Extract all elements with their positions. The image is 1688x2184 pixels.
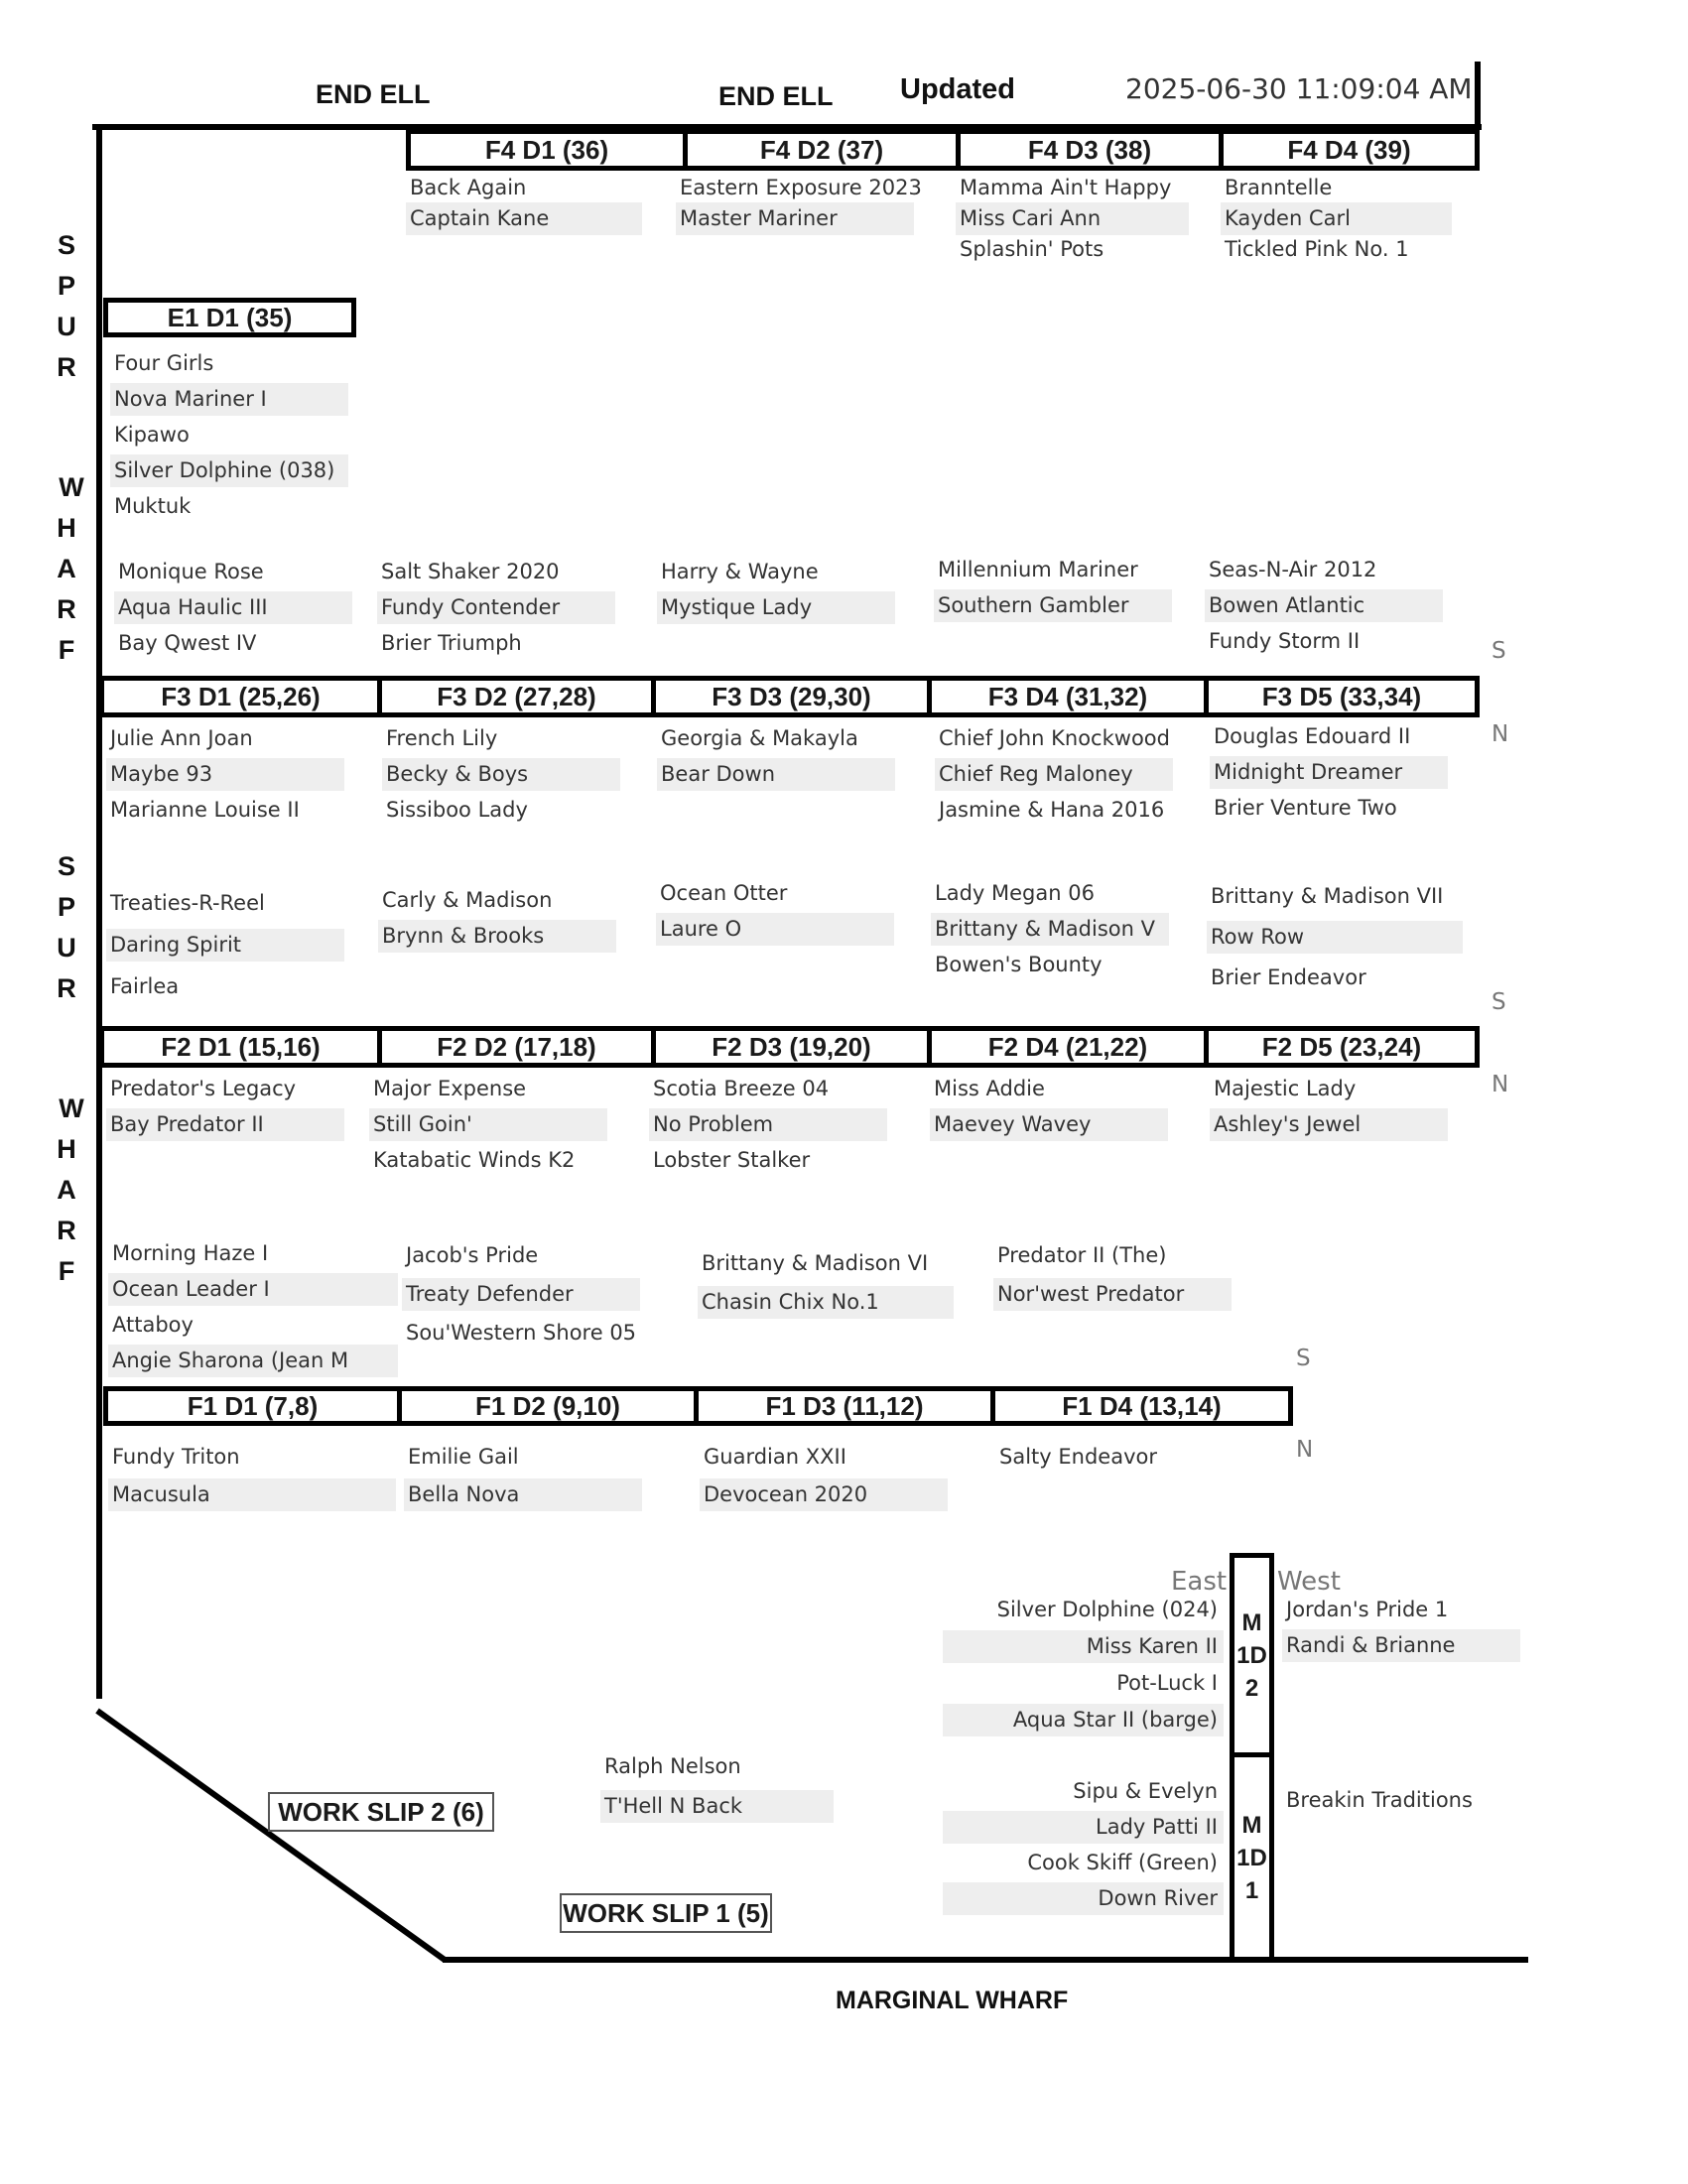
- marginal-wharf-label: MARGINAL WHARF: [836, 1987, 1069, 2014]
- boat-name: Ashley's Jewel: [1210, 1108, 1448, 1141]
- boat-name: Nor'west Predator: [993, 1278, 1232, 1311]
- compass-north-f1: N: [1296, 1437, 1314, 1463]
- boat-name: Laure O: [656, 913, 894, 946]
- boat-name: Lobster Stalker: [653, 1148, 811, 1172]
- boat-name: Silver Dolphine (038): [110, 454, 348, 487]
- boat-name: Four Girls: [114, 351, 214, 375]
- compass-north-f2: N: [1492, 1072, 1509, 1097]
- wharf-letter: H: [57, 1134, 76, 1164]
- wharf-letter: H: [57, 513, 76, 543]
- wharf-letter: R: [57, 1216, 76, 1245]
- end-ell-right-label: END ELL: [718, 81, 834, 111]
- boat-name: Aqua Haulic III: [114, 591, 352, 624]
- compass-south-f2: S: [1492, 989, 1506, 1015]
- dock-header-f4-d4: F4 D4 (39): [1287, 134, 1411, 165]
- wharf-letter: A: [57, 1175, 76, 1205]
- boat-name: Branntelle: [1225, 176, 1333, 199]
- boat-name: Daring Spirit: [106, 929, 344, 962]
- dock-header-f3-d3: F3 D3 (29,30): [656, 681, 932, 712]
- boat-name: Kipawo: [114, 423, 190, 447]
- dock-header-f3-d5: F3 D5 (33,34): [1261, 681, 1422, 711]
- boat-name: French Lily: [386, 726, 498, 750]
- spur-letter: P: [57, 892, 75, 922]
- boat-name: Scotia Breeze 04: [653, 1077, 830, 1100]
- dock-header-f4-d1: F4 D1 (36): [411, 134, 688, 166]
- dock-header-e1-d1: E1 D1 (35): [167, 302, 293, 332]
- spur-letter: U: [57, 312, 76, 341]
- marginal-wharf-line: [443, 1957, 1528, 1963]
- boat-name: Lady Megan 06: [935, 881, 1095, 905]
- boat-name: Southern Gambler: [934, 589, 1172, 622]
- dock-header-f3-d4: F3 D4 (31,32): [932, 681, 1209, 712]
- boat-name: Fundy Triton: [112, 1445, 240, 1469]
- compass-north-f3: N: [1492, 721, 1509, 747]
- dock-f4: [406, 129, 1480, 171]
- boat-name: Pot-Luck I: [1116, 1671, 1218, 1695]
- boat-name: Sipu & Evelyn: [1073, 1779, 1218, 1803]
- boat-name: Devocean 2020: [700, 1478, 948, 1511]
- boat-name: Miss Cari Ann: [956, 202, 1189, 235]
- west-label: West: [1277, 1567, 1341, 1597]
- boat-name: Emilie Gail: [408, 1445, 519, 1469]
- dock-e1: [103, 298, 356, 337]
- boat-name: Majestic Lady: [1214, 1077, 1357, 1100]
- boat-name: Jasmine & Hana 2016: [939, 798, 1165, 822]
- dock-header-f1-d2: F1 D2 (9,10): [402, 1391, 699, 1421]
- boat-name: Seas-N-Air 2012: [1209, 558, 1377, 581]
- boat-name: Master Mariner: [676, 202, 914, 235]
- boat-name: Down River: [943, 1882, 1224, 1915]
- boat-name: Angie Sharona (Jean M: [108, 1345, 398, 1377]
- compass-south-f1: S: [1296, 1346, 1311, 1371]
- wharf-letter: F: [58, 1256, 75, 1286]
- boat-name: T'Hell N Back: [600, 1790, 834, 1823]
- boat-name: Predator II (The): [997, 1243, 1167, 1267]
- dock-header-f4-d3: F4 D3 (38): [961, 134, 1224, 166]
- boat-name: Becky & Boys: [382, 758, 620, 791]
- boat-name: Douglas Edouard II: [1214, 724, 1411, 748]
- dock-m1-d1-label-line: 1D: [1236, 1844, 1267, 1871]
- boat-name: Bay Predator II: [106, 1108, 344, 1141]
- boat-name: Marianne Louise II: [110, 798, 300, 822]
- dock-header-f2-d3: F2 D3 (19,20): [656, 1031, 932, 1063]
- boat-name: Julie Ann Joan: [110, 726, 253, 750]
- boat-name: Eastern Exposure 2023: [680, 176, 922, 199]
- boat-name: Bear Down: [657, 758, 895, 791]
- dock-header-f2-d1: F2 D1 (15,16): [104, 1031, 382, 1063]
- dock-header-f1-d4: F1 D4 (13,14): [1062, 1390, 1222, 1421]
- top-right-post: [1475, 62, 1481, 129]
- wharf-letter: A: [57, 554, 76, 583]
- spur-letter: R: [57, 352, 76, 382]
- boat-name: Midnight Dreamer: [1210, 756, 1448, 789]
- spur-letter: S: [57, 851, 75, 881]
- boat-name: Bella Nova: [404, 1478, 642, 1511]
- spur-letter: U: [57, 933, 76, 963]
- boat-name: Fundy Storm II: [1209, 629, 1361, 653]
- boat-name: Brier Triumph: [381, 631, 522, 655]
- boat-name: Chief John Knockwood: [939, 726, 1170, 750]
- wharf-letter: F: [58, 635, 75, 665]
- boat-name: Carly & Madison: [382, 888, 553, 912]
- boat-name: Brier Endeavor: [1211, 965, 1366, 989]
- boat-name: Bowen Atlantic: [1205, 589, 1443, 622]
- dock-header-f2-d2: F2 D2 (17,18): [382, 1031, 656, 1063]
- dock-header-f2-d4: F2 D4 (21,22): [932, 1031, 1209, 1063]
- boat-name: Sou'Western Shore 05: [406, 1321, 637, 1345]
- spur-letter: R: [57, 973, 76, 1003]
- boat-name: Maevey Wavey: [930, 1108, 1168, 1141]
- boat-name: Macusula: [108, 1478, 396, 1511]
- boat-name: Bowen's Bounty: [935, 953, 1103, 976]
- boat-name: Salty Endeavor: [999, 1445, 1157, 1469]
- dock-header-f1-d1: F1 D1 (7,8): [108, 1391, 402, 1421]
- compass-south-f3: S: [1492, 638, 1506, 664]
- boat-name: Captain Kane: [406, 202, 642, 235]
- dock-header-f4-d2: F4 D2 (37): [688, 134, 961, 166]
- boat-name: Aqua Star II (barge): [943, 1704, 1224, 1736]
- boat-name: Cook Skiff (Green): [1027, 1851, 1218, 1874]
- boat-name: Fundy Contender: [377, 591, 615, 624]
- boat-name: Muktuk: [114, 494, 192, 518]
- dock-header-f3-d1: F3 D1 (25,26): [104, 681, 382, 712]
- dock-m1-d1: [1230, 1752, 1274, 1963]
- boat-name: Attaboy: [112, 1313, 194, 1337]
- updated-label: Updated: [900, 73, 1015, 105]
- boat-name: Mystique Lady: [657, 591, 895, 624]
- dock-f2: [99, 1026, 1480, 1068]
- boat-name: Tickled Pink No. 1: [1225, 237, 1409, 261]
- boat-name: Treaty Defender: [402, 1278, 640, 1311]
- boat-name: Jacob's Pride: [406, 1243, 539, 1267]
- dock-header-f1-d3: F1 D3 (11,12): [699, 1391, 995, 1421]
- end-ell-left-label: END ELL: [316, 79, 431, 109]
- east-label: East: [1171, 1567, 1228, 1597]
- boat-name: Brittany & Madison VII: [1211, 884, 1444, 908]
- wharf-letter: R: [57, 594, 76, 624]
- boat-name: Guardian XXII: [704, 1445, 846, 1469]
- boat-name: Salt Shaker 2020: [381, 560, 560, 583]
- dock-f3: [99, 676, 1480, 717]
- boat-name: Bay Qwest IV: [118, 631, 257, 655]
- boat-name: Ralph Nelson: [604, 1754, 741, 1778]
- boat-name: Chasin Chix No.1: [698, 1286, 954, 1319]
- boat-name: Miss Addie: [934, 1077, 1045, 1100]
- dock-header-f3-d2: F3 D2 (27,28): [382, 681, 656, 712]
- spur-letter: P: [57, 271, 75, 301]
- boat-name: Still Goin': [369, 1108, 607, 1141]
- dock-m1-d2-label-line: 2: [1244, 1674, 1259, 1702]
- work-slip-1: WORK SLIP 1 (5): [560, 1893, 772, 1933]
- dock-m1-d2-label-line: M: [1241, 1608, 1262, 1636]
- boat-name: Major Expense: [373, 1077, 527, 1100]
- boat-name: No Problem: [649, 1108, 887, 1141]
- boat-name: Breakin Traditions: [1286, 1788, 1473, 1812]
- boat-name: Kayden Carl: [1221, 202, 1452, 235]
- boat-name: Randi & Brianne: [1282, 1629, 1520, 1662]
- boat-name: Maybe 93: [106, 758, 344, 791]
- boat-name: Katabatic Winds K2: [373, 1148, 576, 1172]
- boat-name: Treaties-R-Reel: [110, 891, 265, 915]
- boat-name: Nova Mariner I: [110, 383, 348, 416]
- boat-name: Ocean Leader I: [108, 1273, 398, 1306]
- diagonal-wharf-line: [89, 1705, 456, 1965]
- boat-name: Lady Patti II: [943, 1811, 1224, 1844]
- wharf-letter: W: [59, 472, 84, 502]
- boat-name: Sissiboo Lady: [386, 798, 528, 822]
- updated-timestamp: 2025-06-30 11:09:04 AM: [1125, 72, 1473, 105]
- boat-name: Mamma Ain't Happy: [960, 176, 1172, 199]
- boat-name: Georgia & Makayla: [661, 726, 858, 750]
- dock-m1-d1-label-line: M: [1241, 1811, 1262, 1839]
- dock-f1: [103, 1386, 1293, 1426]
- boat-name: Harry & Wayne: [661, 560, 819, 583]
- boat-name: Miss Karen II: [943, 1630, 1224, 1663]
- boat-name: Brittany & Madison VI: [702, 1251, 929, 1275]
- boat-name: Brittany & Madison V: [931, 913, 1169, 946]
- work-slip-2: WORK SLIP 2 (6): [268, 1792, 494, 1832]
- boat-name: Back Again: [410, 176, 527, 199]
- wharf-letter: W: [59, 1093, 84, 1123]
- dock-header-f2-d5: F2 D5 (23,24): [1261, 1031, 1422, 1062]
- boat-name: Jordan's Pride 1: [1286, 1598, 1449, 1621]
- boat-name: Monique Rose: [118, 560, 264, 583]
- boat-name: Brier Venture Two: [1214, 796, 1397, 820]
- dock-m1-d1-label-line: 1: [1244, 1876, 1259, 1904]
- boat-name: Silver Dolphine (024): [996, 1598, 1218, 1621]
- spur-wharf-line: [96, 124, 102, 1699]
- boat-name: Row Row: [1207, 921, 1463, 954]
- boat-name: Millennium Mariner: [938, 558, 1138, 581]
- boat-name: Chief Reg Maloney: [935, 758, 1173, 791]
- dock-m1-d2: [1230, 1553, 1274, 1757]
- boat-name: Splashin' Pots: [960, 237, 1104, 261]
- boat-name: Brynn & Brooks: [378, 920, 616, 953]
- boat-name: Fairlea: [110, 974, 180, 998]
- dock-m1-d2-label-line: 1D: [1236, 1641, 1267, 1669]
- spur-letter: S: [57, 230, 75, 260]
- boat-name: Predator's Legacy: [110, 1077, 297, 1100]
- boat-name: Ocean Otter: [660, 881, 788, 905]
- boat-name: Morning Haze I: [112, 1241, 269, 1265]
